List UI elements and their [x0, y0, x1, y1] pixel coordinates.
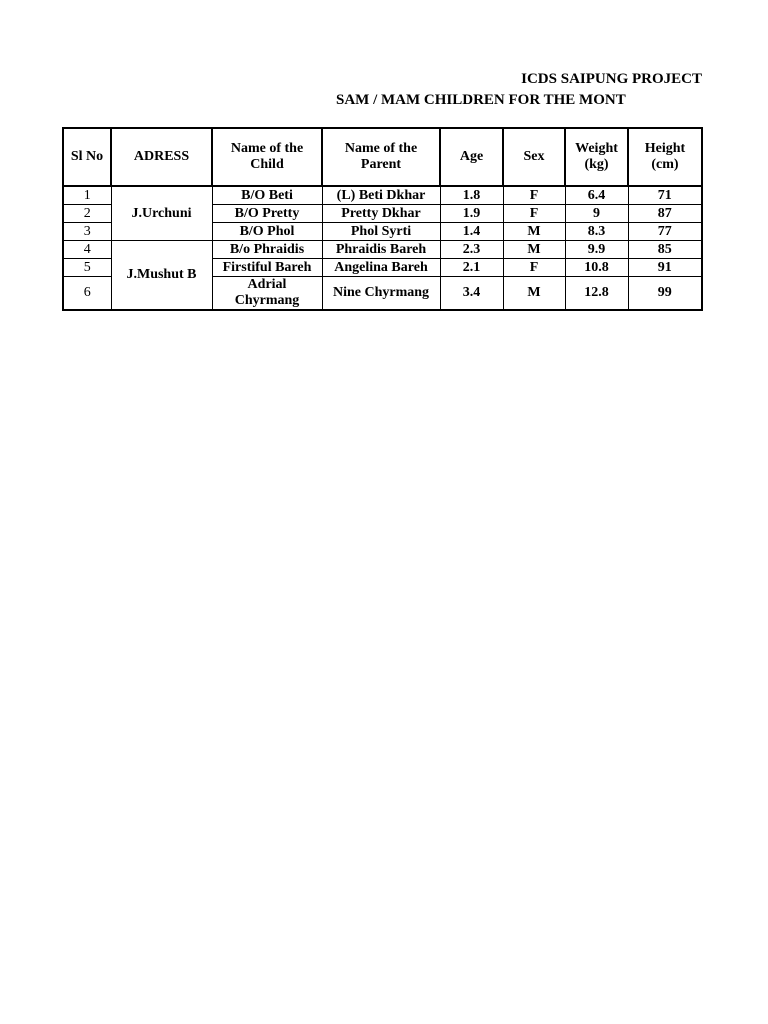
- parent-name-cell: Pretty Dkhar: [322, 205, 440, 223]
- sex-cell: M: [503, 223, 565, 241]
- sex-cell: M: [503, 277, 565, 311]
- parent-name-cell: (L) Beti Dkhar: [322, 186, 440, 205]
- column-header-sl-no: Sl No: [63, 128, 111, 186]
- column-header-weight: Weight (kg): [565, 128, 628, 186]
- sl-no-cell: 2: [63, 205, 111, 223]
- sl-no-cell: 5: [63, 259, 111, 277]
- child-name-cell: B/O Phol: [212, 223, 322, 241]
- table-row: [63, 241, 702, 259]
- parent-name-cell: Angelina Bareh: [322, 259, 440, 277]
- table-row: [63, 186, 702, 205]
- height-cell: 91: [628, 259, 702, 277]
- weight-cell: 10.8: [565, 259, 628, 277]
- sex-cell: F: [503, 205, 565, 223]
- child-name-cell: B/o Phraidis: [212, 241, 322, 259]
- weight-cell: 8.3: [565, 223, 628, 241]
- child-name-cell: Firstiful Bareh: [212, 259, 322, 277]
- address-cell: J.Mushut B: [111, 241, 212, 311]
- child-name-cell: B/O Beti: [212, 186, 322, 205]
- address-cell: J.Urchuni: [111, 186, 212, 241]
- document-title: [302, 69, 702, 89]
- subtitle-text: SAM / MAM CHILDREN FOR THE MONT: [336, 92, 626, 108]
- document-subtitle: [302, 90, 702, 110]
- child-name-cell: Adrial Chyrmang: [212, 277, 322, 311]
- age-cell: 1.8: [440, 186, 503, 205]
- age-cell: 1.4: [440, 223, 503, 241]
- sl-no-cell: 1: [63, 186, 111, 205]
- column-header-height: Height (cm): [628, 128, 702, 186]
- age-cell: 1.9: [440, 205, 503, 223]
- height-cell: 99: [628, 277, 702, 311]
- parent-name-cell: Nine Chyrmang: [322, 277, 440, 311]
- height-cell: 77: [628, 223, 702, 241]
- weight-cell: 9.9: [565, 241, 628, 259]
- parent-name-cell: Phraidis Bareh: [322, 241, 440, 259]
- parent-name-cell: Phol Syrti: [322, 223, 440, 241]
- column-header-address: ADRESS: [111, 128, 212, 186]
- column-header-sex: Sex: [503, 128, 565, 186]
- height-cell: 71: [628, 186, 702, 205]
- weight-cell: 12.8: [565, 277, 628, 311]
- sex-cell: F: [503, 259, 565, 277]
- sex-cell: F: [503, 186, 565, 205]
- children-table: [62, 127, 703, 311]
- column-header-parent-name: Name of the Parent: [322, 128, 440, 186]
- sl-no-cell: 6: [63, 277, 111, 311]
- weight-cell: 6.4: [565, 186, 628, 205]
- child-name-cell: B/O Pretty: [212, 205, 322, 223]
- sex-cell: M: [503, 241, 565, 259]
- height-cell: 87: [628, 205, 702, 223]
- weight-cell: 9: [565, 205, 628, 223]
- column-header-age: Age: [440, 128, 503, 186]
- height-cell: 85: [628, 241, 702, 259]
- column-header-child-name: Name of the Child: [212, 128, 322, 186]
- header-row: [63, 128, 702, 186]
- title-text: ICDS SAIPUNG PROJECT: [521, 71, 702, 87]
- age-cell: 2.3: [440, 241, 503, 259]
- age-cell: 3.4: [440, 277, 503, 311]
- age-cell: 2.1: [440, 259, 503, 277]
- sl-no-cell: 3: [63, 223, 111, 241]
- sl-no-cell: 4: [63, 241, 111, 259]
